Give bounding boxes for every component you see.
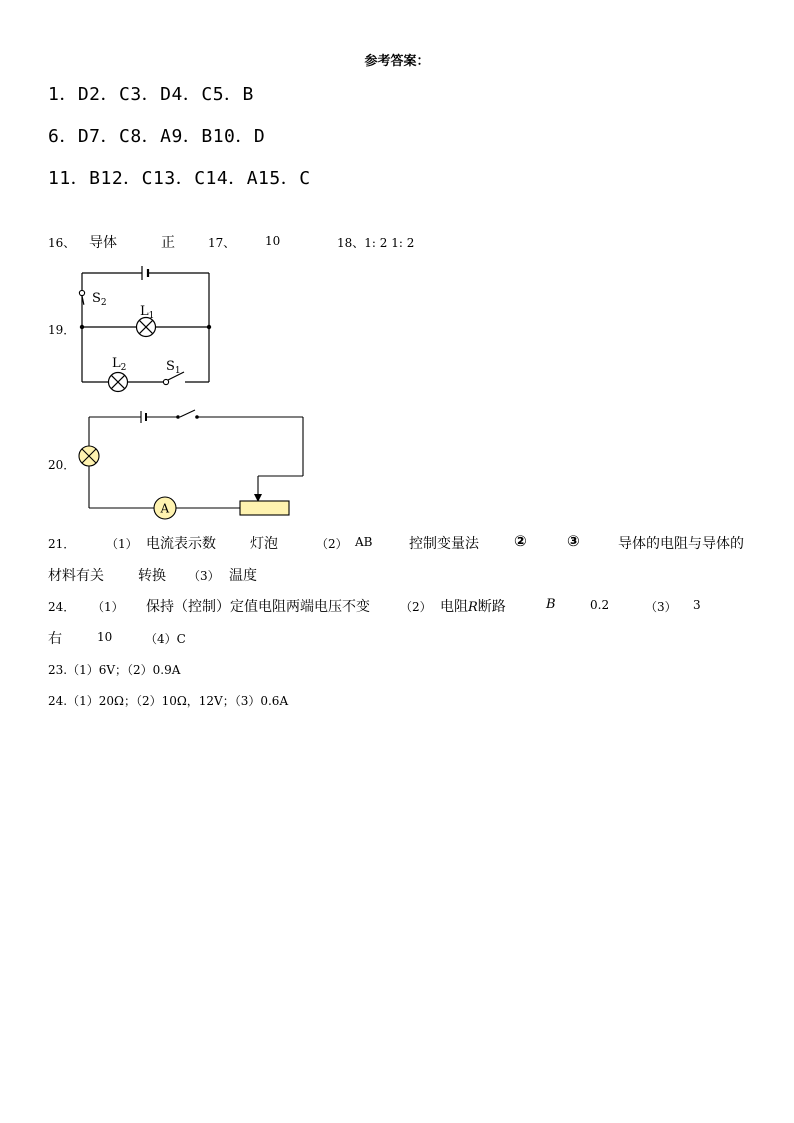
l1-label: $L_1$ — [140, 304, 155, 321]
s1-label: $S_1$ — [166, 359, 181, 376]
q21-answer-4: 控制变量法 — [409, 536, 479, 552]
q16-answer-1: 导体 — [89, 235, 117, 251]
q21-answer-3: AB — [355, 535, 373, 549]
q21-answer-8: 温度 — [229, 568, 257, 584]
q24a-part-2: （2） — [400, 600, 432, 614]
q17-answer: 10 — [265, 234, 281, 248]
ammeter-icon — [154, 497, 176, 519]
mc-answers-row-2: 6．D7．C8．A9．B10．D — [48, 126, 266, 147]
q21-part-1: （1） — [106, 537, 138, 551]
q24b-answer: 24.（1）20Ω；（2）10Ω，12V；（3）0.6A — [48, 694, 289, 708]
q21-part-2: （2） — [316, 537, 348, 551]
ammeter-label: A — [160, 501, 170, 516]
q21-answer-2: 灯泡 — [250, 536, 278, 552]
mc-answers-row-1: 1．D2．C3．D4．C5．B — [48, 84, 254, 105]
q24a-part-4: （4）C — [145, 632, 186, 646]
q20-number: 20． — [48, 458, 76, 472]
q24a-answer-7: 10 — [97, 630, 113, 644]
q21-circled-2: ② — [514, 532, 527, 550]
q23-answer: 23.（1）6V；（2）0.9A — [48, 663, 181, 677]
page-title: 参考答案： — [364, 54, 430, 69]
q21-part-3: （3） — [188, 569, 220, 583]
q21-answer-5: 导体的电阻与导体的 — [618, 536, 744, 552]
mc-answers-row-3: 11．B12．C13．C14．A15．C — [48, 168, 311, 189]
q24a-answer-1: 保持（控制）定值电阻两端电压不变 — [146, 599, 370, 615]
q21-circled-3: ③ — [567, 532, 580, 550]
q24a-answer-5: 3 — [693, 598, 701, 612]
s2-label: $S_2$ — [92, 291, 107, 308]
q18-answer: 18、1: 2 1: 2 — [337, 236, 415, 250]
q24a-answer-3: B — [546, 597, 556, 612]
q16-answer-2: 正 — [161, 235, 175, 251]
q17-number: 17、 — [208, 236, 236, 250]
q21-answer-1: 电流表示数 — [146, 536, 216, 552]
rheostat-icon — [240, 501, 289, 515]
q21-answer-7: 转换 — [138, 568, 166, 584]
q21-answer-6: 材料有关 — [48, 568, 104, 584]
q24a-number: 24． — [48, 600, 76, 614]
q16-number: 16、 — [48, 236, 76, 250]
q24a-answer-4: 0.2 — [590, 598, 610, 612]
q24a-answer-6: 右 — [48, 631, 62, 647]
q24a-part-1: （1） — [92, 600, 124, 614]
q21-number: 21． — [48, 537, 76, 551]
l2-label: $L_2$ — [112, 356, 127, 373]
lamp-icon — [79, 446, 99, 466]
q24a-answer-2: 电阻R断路 — [440, 599, 506, 615]
q19-number: 19． — [48, 323, 76, 337]
q24a-part-3: （3） — [645, 600, 677, 614]
